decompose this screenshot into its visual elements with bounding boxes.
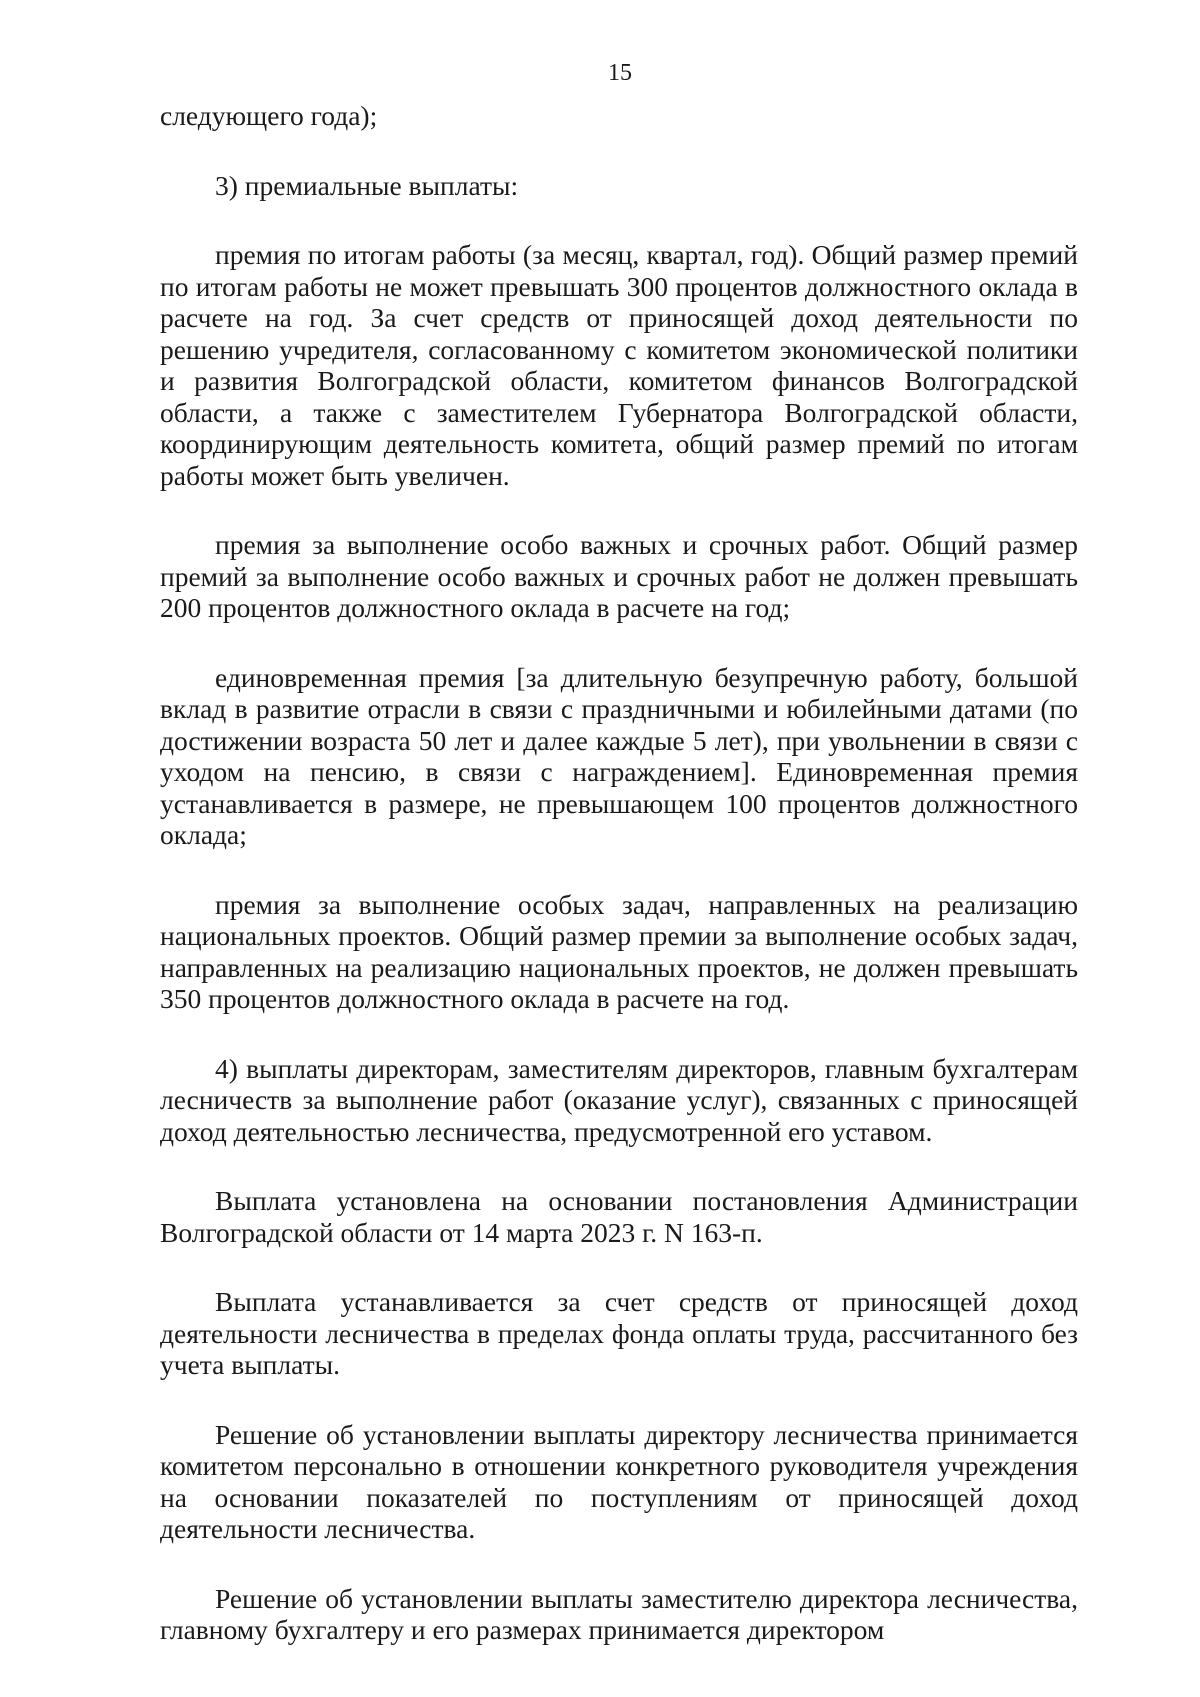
page-number: 15	[608, 60, 632, 86]
paragraph-continuation: следующего года);	[160, 100, 378, 131]
paragraph-director-payments: 4) выплаты директорам, заместителям директоров, главным бухгалтерам лесничеств за выполнение работ (оказание услуг), связанных с приносящей доход деятельностью лесничества, предусмотренной его уставом.	[160, 1052, 1078, 1147]
paragraph-director-decision: Решение об установлении выплаты директору лесничества принимается комитетом персонально в отношении конкретного руководителя учреждения на основании показателей по поступлениям от приносящей доход деятельности лесничества.	[160, 1418, 1078, 1544]
paragraph-one-time-bonus: единовременная премия [за длительную безупречную работу, большой вклад в развитие отрасли в связи с праздничными и юбилейными датами (по достижении возраста 50 лет и далее каждые 5 лет), при увольнении в связи с уходом на пенсию, в связи с награждением]. Единовременная премия устанавливается в размере, не превышающем 100 процентов должностного оклада;	[160, 661, 1078, 850]
paragraph-bonus-payments-heading: 3) премиальные выплаты:	[215, 169, 519, 201]
paragraph-national-projects-bonus: премия за выполнение особых задач, направленных на реализацию национальных проектов. Общий размер премии за выполнение особых задач, направленных на реализацию национальных проектов, не должен превышать 350 процентов должностного оклада в расчете на год.	[160, 888, 1078, 1014]
paragraph-deputy-decision: Решение об установлении выплаты заместителю директора лесничества, главному бухгалтеру и его размерах принимается директором	[160, 1582, 1078, 1645]
paragraph-resolution-basis: Выплата установлена на основании постановления Администрации Волгоградской области от 14 марта 2023 г. N 163-п.	[160, 1185, 1078, 1248]
paragraph-urgent-work-bonus: премия за выполнение особо важных и срочных работ. Общий размер премий за выполнение особо важных и срочных работ не должен превышать 200 процентов должностного оклада в расчете на год;	[160, 529, 1078, 623]
paragraph-performance-bonus: премия по итогам работы (за месяц, квартал, год). Общий размер премий по итогам работы не может превышать 300 процентов должностного оклада в расчете на год. За счет средств от приносящей доход деятельности по решению учредителя, согласованному с комитетом экономической политики и развития Волгоградской области, комитетом финансов Волгоградской области, а также с заместителем Губернатора Волгоградской области, координирующим деятельность комитета, общий размер премий по итогам работы может быть увеличен.	[160, 239, 1078, 491]
document-body	[160, 100, 1078, 1684]
paragraph-funding-source: Выплата устанавливается за счет средств от приносящей доход деятельности лесничества в пределах фонда оплаты труда, рассчитанного без учета выплаты.	[160, 1286, 1078, 1380]
